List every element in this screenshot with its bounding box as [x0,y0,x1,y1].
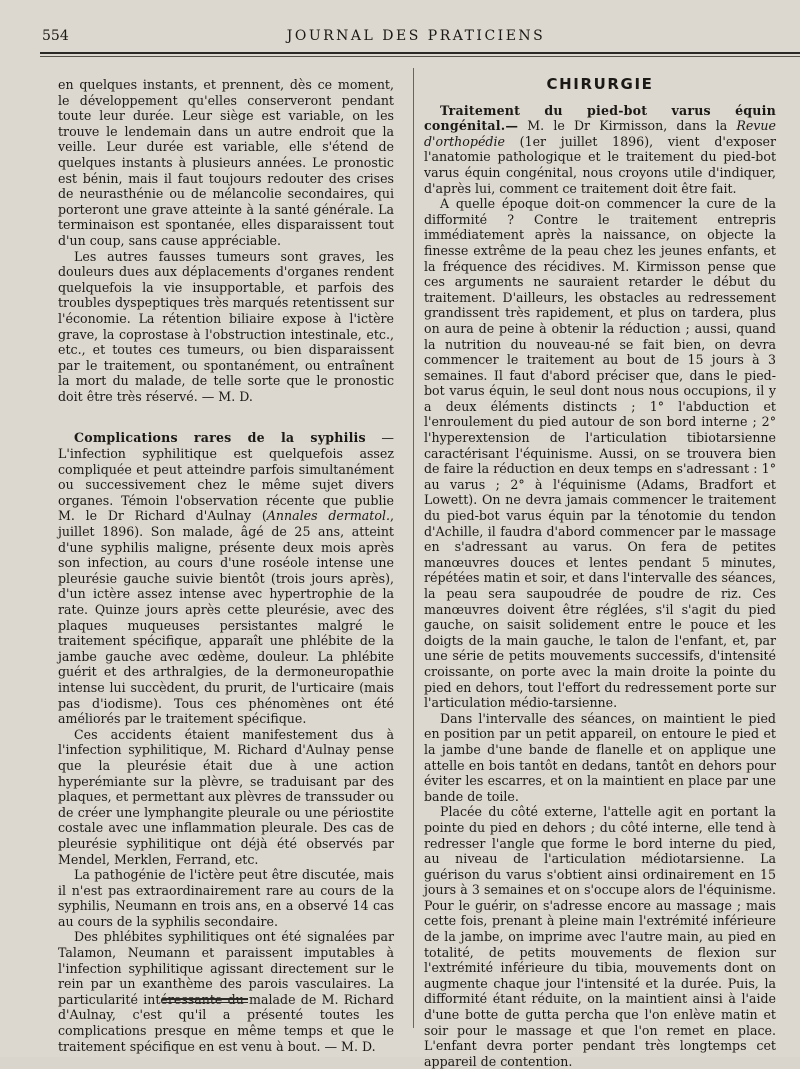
header-rule [40,52,800,54]
journal-reference: Annales dermatol. [266,508,390,524]
article-gap [58,404,394,430]
journal-title: JOURNAL DES PRATICIENS [286,28,546,44]
paragraph: A quelle époque doit-on commencer la cure de la difformité ? Contre le traitement entrepris immédiatement après la naissance, on objecte la finesse extrême de la peau chez les jeunes enfants, et la fréquence des récidives. M. Kirmisson pense que ces arguments ne sauraient retarder le début du traitement. D'ailleurs, les obstacles au redressement grandissent très rapidement, et plus on tardera, plus on aura de peine à obtenir la réduction ; aussi, quand la nutrition du nouveau-né se fait bien, on devra commencer le traitement au bout de 15 jours à 3 semaines. Il faut d'abord préciser que, dans le pied-bot varus équin, le seul dont nous nous occupions, il y a deux éléments distincts ; 1° l'abduction et l'enroulement du pied autour de son bord interne ; 2° l'hyperextension de l'articulation tibiotarsienne caractérisant l'équinisme. Aussi, on se trouvera bien de faire la réduction en deux temps en s'adressant : 1° au varus ; 2° à l'équinisme (Adams, Bradfort et Lowett). On ne devra jamais commencer le traitement du pied-bot varus équin par la ténotomie du tendon d'Achille, il faudra d'abord commencer par le massage en s'adressant au varus. On fera de petites manœuvres douces et lentes pendant 5 minutes, répétées matin et soir, et dans l'intervalle des séances, la peau sera saupoudrée de poudre de riz. Ces manœuvres doivent être réglées, s'il s'agit du pied gauche, on saisit solidement entre le pouce et les doigts de la main gauche, le talon de l'enfant, et, par une série de petits mouvements successifs, d'intensité croissante, on porte avec la main droite la pointe du pied en dehors, tout l'effort du redressement porte sur l'articulation médio-tarsienne. [424,196,776,711]
article-text: , juillet 1896). Son malade, âgé de 25 ans, atteint d'une syphilis maligne, présente deux mois après son infection, au cours d'une roséole intense une pleurésie gauche suivie bientôt (trois jours après), d'un ictère assez intense avec hypertrophie de la rate. Quinze jours après cette pleurésie, avec des plaques muqueuses persistantes malgré le traitement spécifique, apparaît une phlébite de la jambe gauche avec œdème, douleur. La phlébite guérit et des arthralgies, de la dermoneuropathie intense lui succèdent, du prurit, de l'urticaire (mais pas d'iodisme). Tous ces phénomènes ont été améliorés par le traitement spécifique. [58,508,395,727]
page-number: 554 [42,28,69,44]
article-first-paragraph [58,430,394,726]
right-column [424,77,776,1069]
paragraph: La pathogénie de l'ictère peut être discutée, mais il n'est pas extraordinairement rare au cours de la syphilis, Neumann en trois ans, en a observé 14 cas au cours de la syphilis secondaire. [58,867,394,929]
article-first-paragraph [424,103,776,197]
paragraph: Ces accidents étaient manifestement dus à l'infection syphilitique, M. Richard d'Aulnay pense que la pleurésie était due à une action hyperémiante sur la plèvre, se traduisant par des plaques, et permettant aux plèvres de transsuder ou de créer une lymphangite pleurale ou une périostite costale avec une inflammation pleurale. Des cas de pleurésie syphilitique ont déjà été observés par Mendel, Merklen, Ferrand, etc. [58,726,394,867]
article-text: M. le Dr Kirmisson, dans la [518,118,737,134]
journal-reference: Revue d'orthopédie [424,118,776,149]
page-header [40,28,792,52]
paragraph: Placée du côté externe, l'attelle agit en portant la pointe du pied en dehors ; du côté interne, elle tend à redresser l'angle que forme le bord interne du pied, au niveau de l'articulation médiotarsienne. La guérison du varus s'obtient ainsi ordinairement en 15 jours à 3 semaines et on s'occupe alors de l'équinisme. Pour le guérir, on s'adresse encore au massage ; mais cette fois, prenant à pleine main l'extrémité inférieure de la jambe, on imprime avec l'autre main, au pied en totalité, de petits mouvements de flexion sur l'extrémité inférieure du tibia, mouvements dont on augmente chaque jour l'intensité et la durée. Puis, la difformité étant réduite, on la maintient ainsi à l'aide d'une botte de gutta percha que l'on enlève matin et soir pour le massage et que l'on remet en place. L'enfant devra porter pendant très longtemps cet appareil de contention. [424,804,776,1069]
header-rule-thin [40,56,800,57]
paragraph: Les autres fausses tumeurs sont graves, les douleurs dues aux déplacements d'organes rendent quelquefois la vie insupportable, et parfois des troubles dyspeptiques très marqués retentissent sur l'économie. La rétention biliaire expose à l'ictère grave, la coprostase à l'obstruction intestinale, etc., etc., et toutes ces tumeurs, ou bien disparaissent par le traitement, ou spontanément, ou entraînent la mort du malade, de telle sorte que le pronostic doit être très réservé. — M. D. [58,248,394,404]
end-rule-thin [162,1002,248,1003]
paragraph: Dans l'intervalle des séances, on maintient le pied en position par un petit appareil, on entoure le pied et la jambe d'une bande de flanelle et on applique une attelle en bois tantôt en dedans, tantôt en dehors pour éviter les escarres, et on la maintient en place par une bande de toile. [424,710,776,804]
article-title: Complications rares de la syphilis [74,430,366,446]
paragraph: Des phlébites syphilitiques ont été signalées par Talamon, Neumann et paraissent imputables à l'infection syphilitique agissant directement sur le rein par un exanthème des parois vasculaires. La particularité intéressante du malade de M. Richard d'Aulnay, c'est qu'il a présenté toutes les complications presque en même temps et que le traitement spécifique en est venu à bout. — M. D. [58,929,394,1054]
article-title: Traitement du pied-bot varus équin congénital.— [424,102,776,134]
section-heading: CHIRURGIE [546,75,654,93]
article-text: (1er juillet 1896), vient d'exposer l'anatomie pathologique et le traitement du pied-bot varus équin congénital, nous croyons utile d'indiquer, d'après lui, comment ce traitement doit être fait. [424,133,776,196]
end-rule [162,998,248,1000]
paragraph: en quelques instants, et prennent, dès ce moment, le développement qu'elles conserveront pendant toute leur durée. Leur siège est variable, on les trouve le lendemain dans un autre endroit que la veille. Leur durée est variable, elle s'étend de quelques instants à plusieurs années. Le pronostic est bénin, mais il faut toujours redouter des crises de neurasthénie ou de mélancolie secondaires, qui porteront une grave atteinte à la santé générale. La terminaison est spontanée, elles disparaissent tout d'un coup, sans cause appréciable. [58,77,394,248]
column-divider [413,68,414,1028]
left-column [58,77,394,1054]
article-text: — L'infection syphilitique est quelquefois assez compliquée et peut atteindre parfois simultanément ou successivement chez le même sujet divers organes. Témoin l'observation récente que publie M. le Dr Richard d'Aulnay ( [58,430,394,524]
